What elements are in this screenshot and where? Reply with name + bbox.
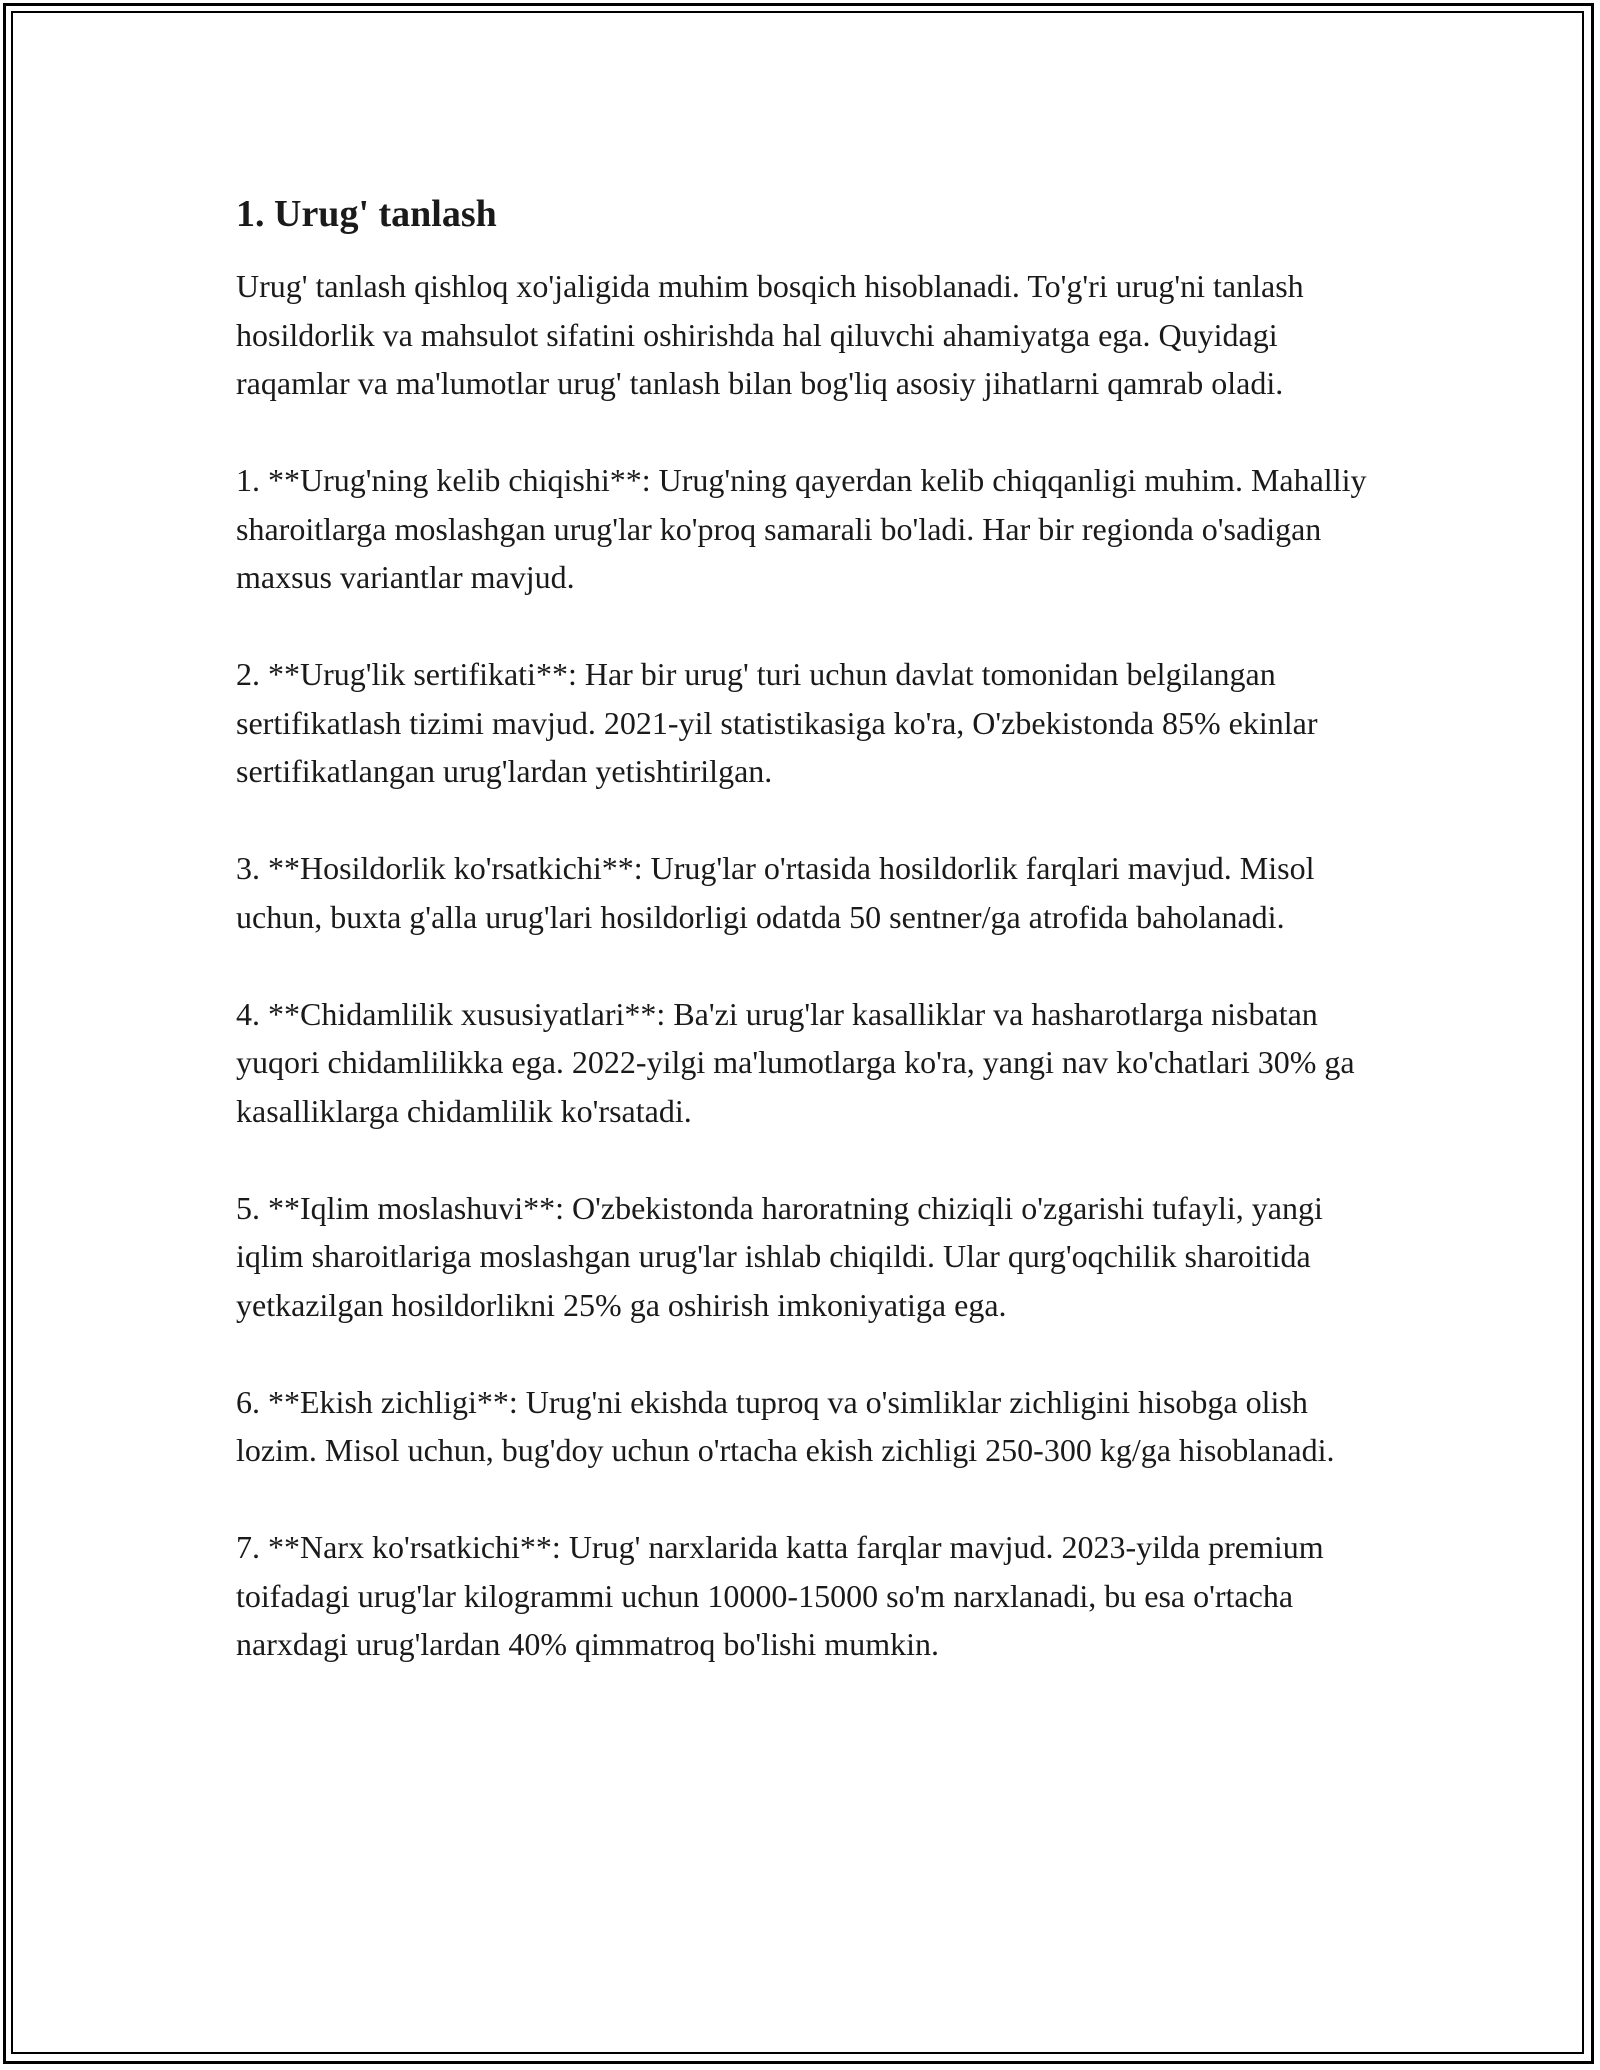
list-item-price-indicator: 7. **Narx ko'rsatkichi**: Urug' narxlarida katta farqlar mavjud. 2023-yilda premium toifadagi urug'lar kilogrammi uchun 10000-15000 so'm narxlanadi, bu esa o'rtacha narxdagi urug'lardan 40% qimmatroq bo'lishi mumkin. bbox=[236, 1529, 1324, 1662]
list-item-climate-adaptation: 5. **Iqlim moslashuvi**: O'zbekistonda haroratning chiziqli o'zgarishi tufayli, yangi iqlim sharoitlariga moslashgan urug'lar ishlab chiqildi. Ular qurg'oqchilik sharoitida yetkazilgan hosildorlikni 25% ga oshirish imkoniyatiga ega. bbox=[236, 1189, 1323, 1323]
list-item-seed-certificate: 2. **Urug'lik sertifikati**: Har bir urug' turi uchun davlat tomonidan belgilangan sertifikatlash tizimi mavjud. 2021-yil statistikasiga ko'ra, O'zbekistonda 85% ekinlar sertifikatlangan urug'lardan yetishtirilgan. bbox=[236, 656, 1318, 789]
document-body bbox=[236, 186, 1376, 1717]
list-item-yield-indicator: 3. **Hosildorlik ko'rsatkichi**: Urug'lar o'rtasida hosildorlik farqlari mavjud. Misol uchun, buxta g'alla urug'lari hosildorligi odatda 50 sentner/ga atrofida baholanadi. bbox=[236, 850, 1315, 935]
intro-paragraph: Urug' tanlash qishloq xo'jaligida muhim bosqich hisoblanadi. To'g'ri urug'ni tanlash hosildorlik va mahsulot sifatini oshirishda hal qiluvchi ahamiyatga ega. Quyidagi raqamlar va ma'lumotlar urug' tanlash bilan bog'liq asosiy jihatlarni qamrab oladi. bbox=[236, 268, 1304, 401]
list-item-seed-origin: 1. **Urug'ning kelib chiqishi**: Urug'ning qayerdan kelib chiqqanligi muhim. Mahalliy sharoitlarga moslashgan urug'lar ko'proq samarali bo'ladi. Har bir regionda o'sadigan maxsus variantlar mavjud. bbox=[236, 462, 1367, 595]
list-item-sowing-density: 6. **Ekish zichligi**: Urug'ni ekishda tuproq va o'simliklar zichligini hisobga olish lozim. Misol uchun, bug'doy uchun o'rtacha ekish zichligi 250-300 kg/ga hisoblanadi. bbox=[236, 1383, 1335, 1468]
section-title: 1. Urug' tanlash bbox=[236, 193, 497, 235]
list-item-resistance: 4. **Chidamlilik xususiyatlari**: Ba'zi urug'lar kasalliklar va hasharotlarga nisbatan yuqori chidamlilikka ega. 2022-yilgi ma'lumotlarga ko'ra, yangi nav ko'chatlari 30% ga kasalliklarga chidamlilik ko'rsatadi. bbox=[236, 995, 1355, 1129]
